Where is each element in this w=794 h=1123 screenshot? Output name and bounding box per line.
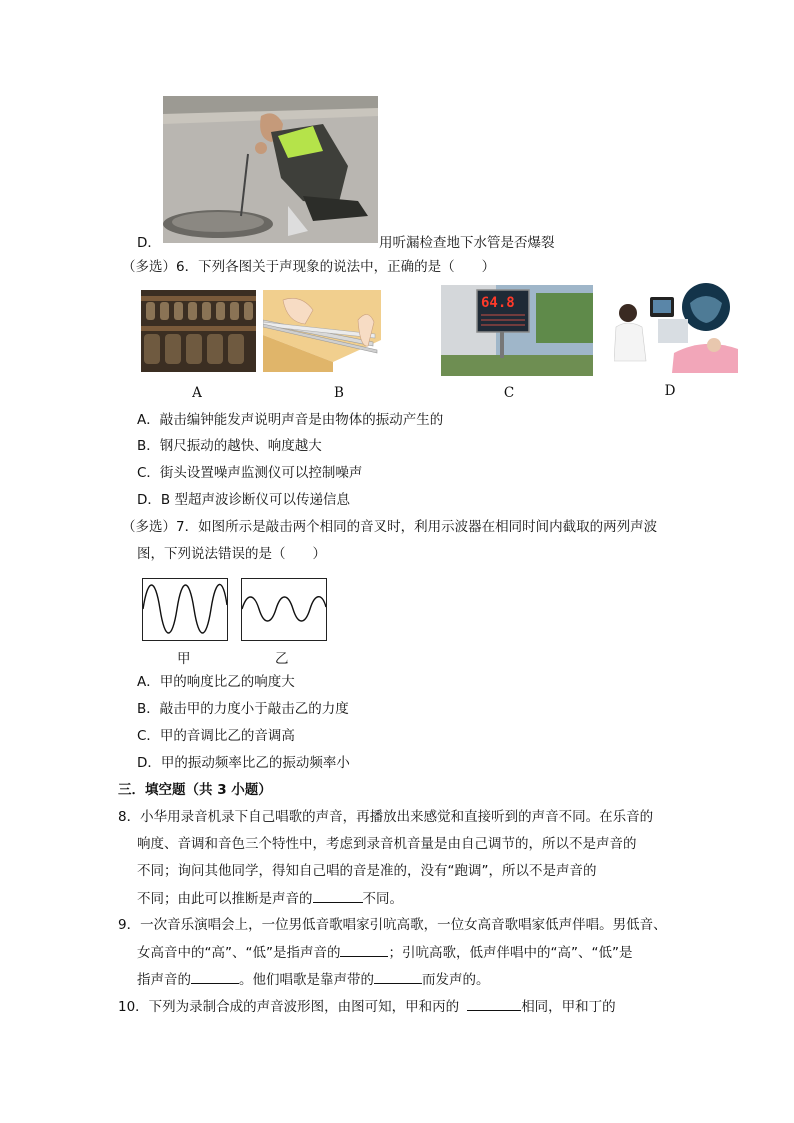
q8-line1: 8．小华用录音机录下自己唱歌的声音，再播放出来感觉和直接听到的声音不同。在乐音的 <box>118 809 654 825</box>
q10-line1-a: 10．下列为录制合成的声音波形图，由图可知，甲和丙的 <box>118 999 460 1015</box>
q9-line3-c: 而发声的。 <box>422 972 490 988</box>
q6-caption-b: B <box>334 385 344 401</box>
waveform-yi <box>241 578 327 641</box>
q8-line3: 不同；询问其他同学，得知自己唱的音是准的，没有“跑调”，所以不是声音的 <box>137 863 597 879</box>
q7-option-d: D．甲的振动频率比乙的振动频率小 <box>137 755 350 771</box>
q7-option-a: A．甲的响度比乙的响度大 <box>137 674 295 690</box>
q9-answer-blank-2[interactable] <box>191 969 239 984</box>
q6-option-c: C．街头设置噪声监测仪可以控制噪声 <box>137 465 363 481</box>
waveform-jia-label: 甲 <box>177 651 191 667</box>
leak-detection-illustration <box>163 96 378 243</box>
waveform-yi-label: 乙 <box>275 651 289 667</box>
q5-option-d-text: 用听漏检查地下水管是否爆裂 <box>379 235 555 251</box>
q8-line4 <box>137 888 403 909</box>
q7-option-b: B．敲击甲的力度小于敲击乙的力度 <box>137 701 349 717</box>
q9-line3-a: 指声音的 <box>137 972 191 988</box>
q6-option-b: B．钢尺振动的越快、响度越大 <box>137 438 322 454</box>
q8-line4-b: 不同。 <box>362 891 403 907</box>
bianzhong-illustration <box>141 290 256 372</box>
leak-detection-photo <box>163 96 378 243</box>
q9-line1: 9．一次音乐演唱会上，一位男低音歌唱家引吭高歌，一位女高音歌唱家低声伴唱。男低音、 <box>118 917 667 933</box>
q7-option-c: C．甲的音调比乙的音调高 <box>137 728 295 744</box>
q9-line3 <box>137 969 490 990</box>
vibrating-ruler-illustration <box>263 290 381 372</box>
noise-monitor-photo <box>441 285 593 376</box>
ultrasound-illustration <box>614 283 738 373</box>
q6-caption-a: A <box>192 385 202 401</box>
q6-stem: （多选）6．下列各图关于声现象的说法中，正确的是（ ） <box>122 259 496 275</box>
chime-bells-photo <box>141 290 256 372</box>
noise-monitor-illustration <box>441 285 593 376</box>
waveform-jia <box>142 578 228 641</box>
q9-answer-blank-1[interactable] <box>340 942 388 957</box>
q10-answer-blank-1[interactable] <box>467 996 521 1011</box>
q7-stem-line1: （多选）7．如图所示是敲击两个相同的音叉时，利用示波器在相同时间内截取的两列声波 <box>122 519 658 535</box>
q9-line3-b: 。他们唱歌是靠声带的 <box>239 972 374 988</box>
q9-answer-blank-3[interactable] <box>374 969 422 984</box>
q10-line1 <box>118 996 616 1017</box>
q8-answer-blank[interactable] <box>313 888 363 903</box>
section3-title: 三．填空题（共 3 小题） <box>118 782 272 798</box>
q8-line2: 响度、音调和音色三个特性中，考虑到录音机音量是由自己调节的，所以不是声音的 <box>137 836 637 852</box>
q7-stem-line2: 图，下列说法错误的是（ ） <box>137 546 326 562</box>
q9-line2-a: 女高音中的“高”、“低”是指声音的 <box>137 945 341 961</box>
noise-reading-text: 64.8 <box>481 295 515 311</box>
waveform-jia-curve <box>143 579 227 640</box>
q6-caption-d: D <box>664 383 676 399</box>
q9-line2-b: ；引吭高歌，低声伴唱中的“高”、“低”是 <box>388 945 633 961</box>
q6-option-a: A．敲击编钟能发声说明声音是由物体的振动产生的 <box>137 412 444 428</box>
q10-line1-b: 相同，甲和丁的 <box>521 999 616 1015</box>
q9-line2 <box>137 942 632 963</box>
q6-option-d: D．B 型超声波诊断仪可以传递信息 <box>137 492 350 508</box>
q6-caption-c: C <box>503 385 515 401</box>
steel-ruler-photo <box>263 290 381 372</box>
q5-option-d-label: D． <box>137 235 161 251</box>
ultrasound-photo <box>614 283 738 373</box>
q8-line4-a: 不同；由此可以推断是声音的 <box>137 891 313 907</box>
waveform-yi-curve <box>242 579 326 640</box>
